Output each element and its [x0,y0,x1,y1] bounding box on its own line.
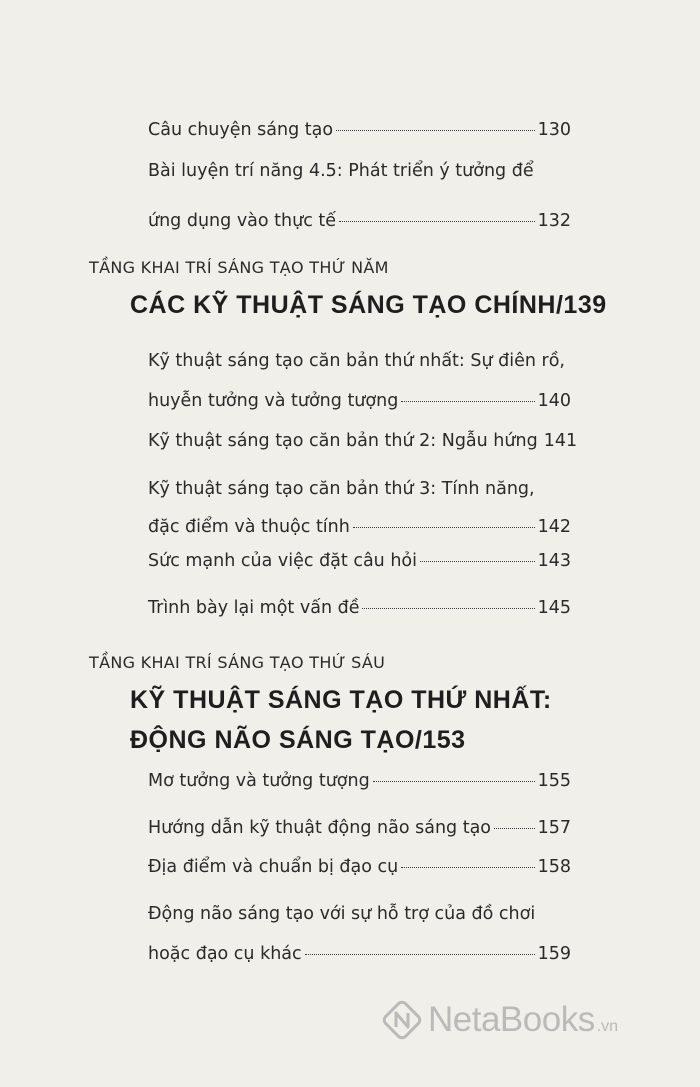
toc-entry [148,763,571,799]
entry-title: ứng dụng vào thực tế [148,211,337,231]
toc-entry [148,112,571,148]
page-number: 130 [537,120,571,140]
entry-title: Trình bày lại một vấn đề [148,598,360,618]
watermark-brand: NetaBooks [428,1000,595,1039]
page-number: 145 [537,598,571,618]
page-number: 158 [537,857,571,877]
section-label: TẦNG KHAI TRÍ SÁNG TẠO THỨ NĂM [89,258,389,277]
toc-entry [148,590,571,626]
page-number: 140 [537,391,571,411]
entry-title-line: Kỹ thuật sáng tạo căn bản thứ 3: Tính năng, [148,479,535,499]
netabooks-logo-icon [382,1000,422,1040]
entry-title: Địa điểm và chuẩn bị đạo cụ [148,857,399,877]
dot-leader [339,221,535,222]
page-number: 143 [537,551,571,571]
chapter-title-line: CÁC KỸ THUẬT SÁNG TẠO CHÍNH/139 [130,291,607,319]
entry-title: hoặc đạo cụ khác [148,944,302,964]
dot-leader [362,608,534,609]
page-number: 132 [537,211,571,231]
entry-title: đặc điểm và thuộc tính [148,517,350,537]
toc-entry [148,153,571,239]
entry-title-line: Bài luyện trí năng 4.5: Phát triển ý tưởng để [148,161,534,181]
entry-title-line: Động não sáng tạo với sự hỗ trợ của đồ chơi [148,904,536,924]
entry-title: Kỹ thuật sáng tạo căn bản thứ 2: Ngẫu hứng [148,431,538,451]
toc-entry [148,810,571,846]
watermark [382,1000,618,1040]
section-label: TẦNG KHAI TRÍ SÁNG TẠO THỨ SÁU [89,653,386,672]
dot-leader [305,954,535,955]
page-number: 157 [537,818,571,838]
entry-title: huyễn tưởng và tưởng tượng [148,391,399,411]
dot-leader [494,828,535,829]
dot-leader [401,867,534,868]
page-number: 141 [543,431,578,451]
chapter-title [130,680,552,760]
toc-entry [148,471,571,545]
page-number: 155 [537,771,571,791]
page-number: 142 [537,517,571,537]
toc-entry [148,896,571,972]
entry-title: Sức mạnh của việc đặt câu hỏi [148,551,417,571]
entry-title-line: Kỹ thuật sáng tạo căn bản thứ nhất: Sự điên rồ, [148,351,565,371]
toc-entry [148,849,571,885]
page-number: 159 [537,944,571,964]
toc-entry [148,343,571,419]
chapter-title-line: ĐỘNG NÃO SÁNG TẠO/153 [130,726,466,754]
dot-leader [373,781,535,782]
dot-leader [401,401,534,402]
chapter-title [130,285,607,325]
toc-entry [148,423,578,459]
watermark-suffix: .vn [596,1018,619,1035]
toc-entry [148,543,571,579]
dot-leader [336,130,535,131]
dot-leader [353,527,535,528]
chapter-title-line: KỸ THUẬT SÁNG TẠO THỨ NHẤT: [130,686,552,714]
dot-leader [420,561,535,562]
entry-title: Hướng dẫn kỹ thuật động não sáng tạo [148,818,492,838]
entry-title: Mơ tưởng và tưởng tượng [148,771,370,791]
entry-title: Câu chuyện sáng tạo [148,120,334,140]
